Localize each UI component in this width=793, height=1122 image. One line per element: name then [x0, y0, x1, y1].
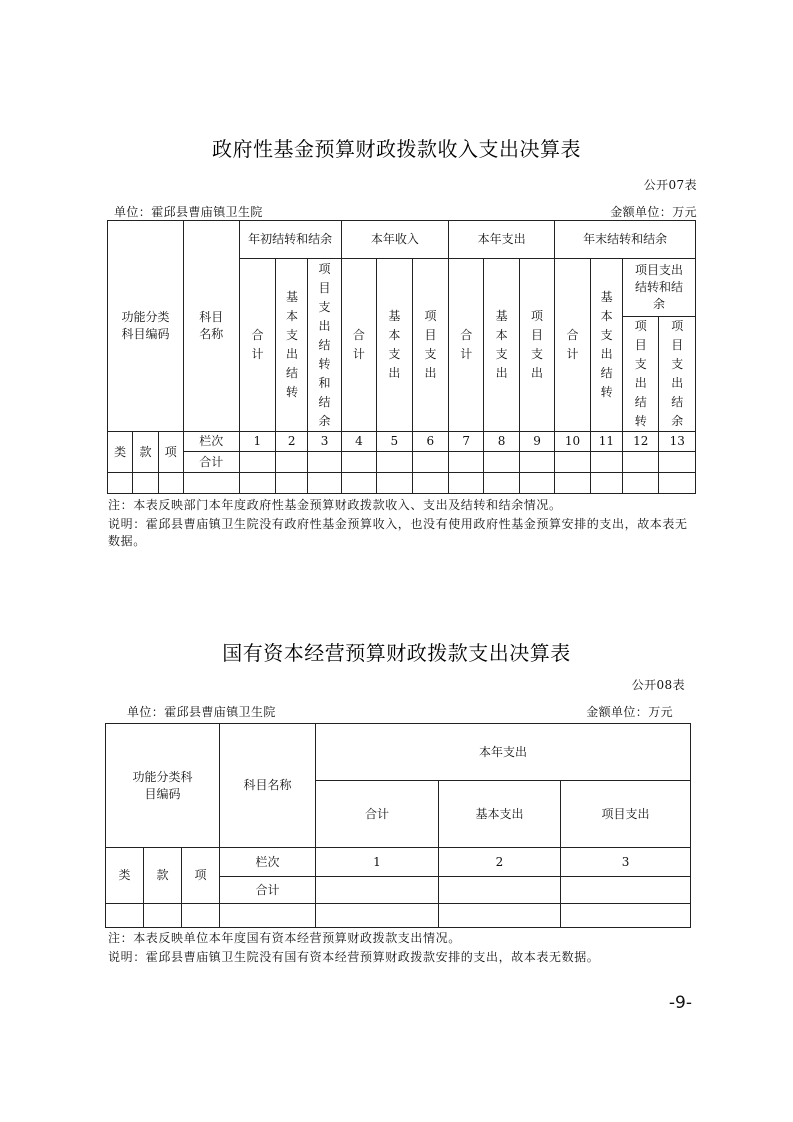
- t1-cell: [623, 473, 659, 494]
- table1: [107, 220, 696, 494]
- t1-cell: [590, 452, 622, 473]
- t1-col-no: 5: [377, 432, 412, 452]
- t2-header-func-code: 功能分类科目编码: [106, 724, 220, 848]
- t1-begin-total: 合计: [239, 259, 275, 432]
- t1-end-basic: 基本支出结转: [590, 259, 622, 432]
- t2-heji: 合计: [220, 877, 316, 904]
- t1-col-no: 6: [412, 432, 448, 452]
- t1-col-no: 7: [449, 432, 484, 452]
- t2-cell: [439, 904, 561, 928]
- t1-cell: [275, 452, 307, 473]
- t2-xiang: 项: [182, 848, 220, 904]
- t1-col-no: 11: [590, 432, 622, 452]
- t2-header-year-expense: 本年支出: [316, 724, 691, 781]
- t1-cell: [555, 452, 590, 473]
- t2-cell: [106, 904, 144, 928]
- t2-cell: [561, 877, 691, 904]
- t1-cell: [377, 473, 412, 494]
- table2-explanation: 说明：霍邱县曹庙镇卫生院没有国有资本经营预算财政拨款安排的支出，故本表无数据。: [108, 950, 600, 964]
- t1-col-no: 13: [659, 432, 696, 452]
- t1-cell: [341, 452, 376, 473]
- t2-cell: [561, 904, 691, 928]
- t1-cell: [341, 473, 376, 494]
- t1-expense-total: 合计: [449, 259, 484, 432]
- t2-cell: [439, 877, 561, 904]
- t2-lanci: 栏次: [220, 848, 316, 877]
- t1-cell: [623, 452, 659, 473]
- t1-income-project: 项目支出: [412, 259, 448, 432]
- t1-begin-project: 项目支出结转和结余: [308, 259, 341, 432]
- table2-amount-unit: 金额单位：万元: [586, 705, 673, 719]
- t1-header-year-expense: 本年支出: [449, 221, 555, 259]
- t2-col-no: 3: [561, 848, 691, 877]
- t1-header-end-balance: 年末结转和结余: [555, 221, 696, 259]
- t1-cell: [412, 452, 448, 473]
- table2: [105, 723, 691, 928]
- table1-form-no: 公开07表: [643, 178, 697, 192]
- t1-col-no: 12: [623, 432, 659, 452]
- table1-amount-unit: 金额单位：万元: [610, 205, 697, 219]
- t1-end-project-carry: 项目支出结转: [623, 317, 659, 432]
- t2-kuan: 款: [144, 848, 182, 904]
- table2-note: 注：本表反映单位本年度国有资本经营预算财政拨款支出情况。: [108, 931, 461, 945]
- t1-lanci: 栏次: [183, 432, 239, 452]
- t1-cell: [659, 473, 696, 494]
- t1-col-no: 4: [341, 432, 376, 452]
- t1-col-no: 1: [239, 432, 275, 452]
- table1-unit: 单位：霍邱县曹庙镇卫生院: [114, 205, 263, 219]
- t2-cell: [316, 877, 439, 904]
- t1-col-no: 8: [484, 432, 519, 452]
- t1-cell: [239, 473, 275, 494]
- t1-header-subject-name: 科目名称: [183, 221, 239, 432]
- t1-cell: [590, 473, 622, 494]
- t1-header-func-code: 功能分类科目编码: [108, 221, 184, 432]
- t1-cell: [275, 473, 307, 494]
- t1-end-total: 合计: [555, 259, 590, 432]
- t2-col-no: 1: [316, 848, 439, 877]
- t1-cell: [183, 473, 239, 494]
- t1-cat: 类: [108, 432, 133, 473]
- t1-income-total: 合计: [341, 259, 376, 432]
- t2-cat: 类: [106, 848, 144, 904]
- t1-begin-basic: 基本支出结转: [275, 259, 307, 432]
- t1-col-no: 3: [308, 432, 341, 452]
- t1-cell: [449, 473, 484, 494]
- t1-income-basic: 基本支出: [377, 259, 412, 432]
- t1-cell: [412, 473, 448, 494]
- t1-col-no: 10: [555, 432, 590, 452]
- t1-col-no: 2: [275, 432, 307, 452]
- t2-cell: [316, 904, 439, 928]
- table2-form-no: 公开08表: [631, 678, 685, 692]
- t1-cell: [239, 452, 275, 473]
- page-number: -9-: [668, 993, 692, 1013]
- t1-cell: [308, 452, 341, 473]
- t1-cell: [659, 452, 696, 473]
- t1-col-no: 9: [519, 432, 554, 452]
- t1-cell: [108, 473, 133, 494]
- table1-explanation: 说明：霍邱县曹庙镇卫生院没有政府性基金预算收入，也没有使用政府性基金预算安排的支出，故本表无数据。: [108, 517, 688, 548]
- t1-heji: 合计: [183, 452, 239, 473]
- t2-header-subject-name: 科目名称: [220, 724, 316, 848]
- t1-cell: [449, 452, 484, 473]
- t1-cell: [158, 473, 183, 494]
- t2-cell: [220, 904, 316, 928]
- table2-title: 国有资本经营预算财政拨款支出决算表: [222, 641, 571, 665]
- t1-end-project-surplus: 项目支出结余: [659, 317, 696, 432]
- t1-cell: [308, 473, 341, 494]
- table1-note: 注：本表反映部门本年度政府性基金预算财政拨款收入、支出及结转和结余情况。: [108, 498, 562, 512]
- t1-cell: [377, 452, 412, 473]
- t1-expense-basic: 基本支出: [484, 259, 519, 432]
- t1-end-project-group: 项目支出结转和结余: [623, 259, 696, 317]
- table1-title: 政府性基金预算财政拨款收入支出决算表: [212, 137, 581, 161]
- t1-xiang: 项: [158, 432, 183, 473]
- t2-cell: [182, 904, 220, 928]
- t1-cell: [484, 452, 519, 473]
- t1-cell: [555, 473, 590, 494]
- t1-header-year-income: 本年收入: [341, 221, 448, 259]
- t1-cell: [133, 473, 158, 494]
- table2-unit: 单位：霍邱县曹庙镇卫生院: [127, 705, 276, 719]
- t1-expense-project: 项目支出: [519, 259, 554, 432]
- t2-cell: [144, 904, 182, 928]
- t1-cell: [484, 473, 519, 494]
- t2-col-no: 2: [439, 848, 561, 877]
- t1-cell: [519, 452, 554, 473]
- t2-header-total: 合计: [316, 781, 439, 848]
- t2-header-project: 项目支出: [561, 781, 691, 848]
- t1-header-begin-balance: 年初结转和结余: [239, 221, 341, 259]
- t2-header-basic: 基本支出: [439, 781, 561, 848]
- t1-kuan: 款: [133, 432, 158, 473]
- t1-cell: [519, 473, 554, 494]
